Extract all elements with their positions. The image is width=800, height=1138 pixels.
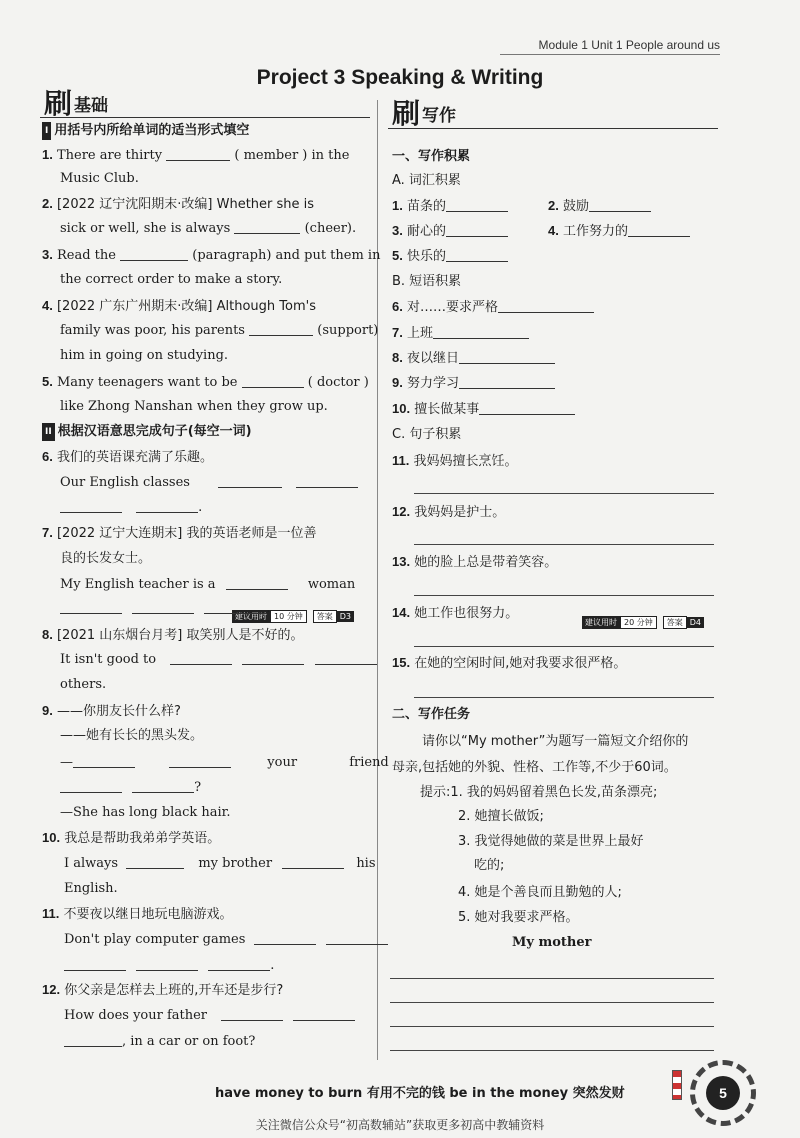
phrase-item: 8. 夜以继日 xyxy=(392,349,555,368)
question-text: Our English classes xyxy=(60,474,358,492)
question-6: 6. 我们的英语课充满了乐趣。 xyxy=(42,449,213,465)
answer-line[interactable] xyxy=(414,595,714,596)
task-text: 母亲,包括她的外貌、性格、工作等,不少于60词。 xyxy=(392,760,677,775)
vocab-item: 5. 快乐的 xyxy=(392,247,508,266)
answer-blank[interactable] xyxy=(446,199,508,212)
section-rule xyxy=(388,128,718,129)
question-text: My English teacher is a woman xyxy=(60,577,356,592)
answer-blank[interactable] xyxy=(254,932,316,945)
essay-title: My mother xyxy=(512,935,592,950)
section-name: 写作 xyxy=(422,106,457,126)
tip-text: 2. 她擅长做饭; xyxy=(458,809,544,824)
question-text: — your friend xyxy=(60,755,389,770)
answer-blank[interactable] xyxy=(293,1008,355,1021)
writing-section-header xyxy=(392,98,456,128)
answer-blank[interactable] xyxy=(315,652,377,665)
answer-line[interactable] xyxy=(414,493,714,494)
question-text: It isn't good to xyxy=(60,651,377,669)
question-11: 11. 不要夜以继日地玩电脑游戏。 xyxy=(42,906,233,922)
question-1: 1. There are thirty ( member ) in the xyxy=(42,147,350,163)
answer-blank[interactable] xyxy=(242,652,304,665)
vocab-item: 4. 工作努力的 xyxy=(548,222,690,241)
question-text: Music Club. xyxy=(60,171,139,186)
part-2-heading: II 根据汉语意思完成句子(每空一词) xyxy=(42,423,252,441)
answer-blank[interactable] xyxy=(498,300,594,313)
answer-blank[interactable] xyxy=(249,323,313,336)
question-text: 良的长发女士。 xyxy=(60,551,152,566)
phrase-item: 9. 努力学习 xyxy=(392,374,555,393)
sentence-item: 13. 她的脸上总是带着笑容。 xyxy=(392,554,558,570)
section-name: 基础 xyxy=(74,96,109,116)
sentence-item: 15. 在她的空闲时间,她对我要求很严格。 xyxy=(392,655,627,671)
answer-blank[interactable] xyxy=(479,402,575,415)
phrase-item: 7. 上班 xyxy=(392,324,529,343)
question-text: How does your father xyxy=(64,1007,355,1025)
question-text: —She has long black hair. xyxy=(60,805,231,820)
question-text: English. xyxy=(64,881,118,896)
page-number: 5 xyxy=(706,1076,740,1110)
vocabulary-heading: A. 词汇积累 xyxy=(392,173,461,188)
answer-blank[interactable] xyxy=(60,780,122,793)
answer-blank[interactable] xyxy=(459,351,555,364)
answer-blank[interactable] xyxy=(64,958,126,971)
basics-section-header xyxy=(44,88,108,118)
question-text: . xyxy=(64,957,274,975)
question-5: 5. Many teenagers want to be ( doctor ) xyxy=(42,374,369,390)
vocab-item: 1. 苗条的 xyxy=(392,197,508,216)
answer-blank[interactable] xyxy=(170,652,232,665)
answer-blank[interactable] xyxy=(226,577,288,590)
answer-blank[interactable] xyxy=(132,601,194,614)
promo-text: 关注微信公众号“初高数辅站”获取更多初高中教辅资料 xyxy=(255,1118,545,1132)
answer-blank[interactable] xyxy=(218,475,282,488)
question-text: ? xyxy=(60,779,201,797)
vocab-item: 2. 鼓励 xyxy=(548,197,651,216)
tip-text: 4. 她是个善良而且勤勉的人; xyxy=(458,885,622,900)
answer-blank[interactable] xyxy=(60,500,122,513)
essay-line[interactable] xyxy=(390,978,714,979)
answer-blank[interactable] xyxy=(60,601,122,614)
question-text: the correct order to make a story. xyxy=(60,272,283,287)
column-divider xyxy=(377,100,378,1060)
question-text: sick or well, she is always (cheer). xyxy=(60,221,357,236)
tip-text: 5. 她对我要求严格。 xyxy=(458,910,579,925)
answer-blank[interactable] xyxy=(136,958,198,971)
sentence-item: 12. 我妈妈是护士。 xyxy=(392,504,506,520)
answer-blank[interactable] xyxy=(242,375,304,388)
page-title: Project 3 Speaking & Writing xyxy=(256,66,544,89)
question-12: 12. 你父亲是怎样去上班的,开车还是步行? xyxy=(42,982,284,998)
phrase-item: 10. 擅长做某事 xyxy=(392,400,575,419)
question-text: Don't play computer games xyxy=(64,931,388,949)
time-answer-badge: 建议用时 20 分钟 答案 D4 xyxy=(582,108,704,1136)
answer-blank[interactable] xyxy=(73,755,135,768)
sentence-item: 14. 她工作也很努力。 xyxy=(392,605,519,621)
question-8: 8. [2021 山东烟台月考] 取笑别人是不好的。 xyxy=(42,627,304,643)
answer-blank[interactable] xyxy=(64,1034,122,1047)
question-7: 7. [2022 辽宁大连期末] 我的英语老师是一位善 xyxy=(42,525,317,541)
question-2: 2. [2022 辽宁沈阳期末·改编] Whether she is xyxy=(42,196,315,212)
time-answer-badge: 建议用时 10 分钟 答案 D3 xyxy=(232,96,354,1136)
essay-line[interactable] xyxy=(390,1002,714,1003)
sentence-item: 11. 我妈妈擅长烹饪。 xyxy=(392,453,518,469)
question-4: 4. [2022 广东广州期末·改编] Although Tom's xyxy=(42,298,316,314)
task-text: 请你以“My mother”为题写一篇短文介绍你的 xyxy=(422,734,689,749)
answer-blank[interactable] xyxy=(282,856,344,869)
writing-task-heading: 二、写作任务 xyxy=(392,707,471,722)
question-text: . xyxy=(60,499,202,517)
tip-text: 提示:1. 我的妈妈留着黑色长发,苗条漂亮; xyxy=(420,785,658,800)
answer-blank[interactable] xyxy=(132,780,194,793)
lighthouse-icon xyxy=(672,1070,682,1100)
answer-line[interactable] xyxy=(414,646,714,647)
answer-blank[interactable] xyxy=(221,1008,283,1021)
answer-line[interactable] xyxy=(414,697,714,698)
tip-text: 3. 我觉得她做的菜是世界上最好 xyxy=(458,834,644,849)
answer-blank[interactable] xyxy=(589,199,651,212)
answer-line[interactable] xyxy=(414,544,714,545)
answer-blank[interactable] xyxy=(166,148,230,161)
breadcrumb: Module 1 Unit 1 People around us xyxy=(538,38,720,52)
sentences-heading: C. 句子积累 xyxy=(392,427,462,442)
vocab-item: 3. 耐心的 xyxy=(392,222,508,241)
answer-blank[interactable] xyxy=(326,932,388,945)
writing-accumulation-heading: 一、写作积累 xyxy=(392,149,471,164)
answer-blank[interactable] xyxy=(120,248,188,261)
header-rule xyxy=(500,54,720,55)
answer-blank[interactable] xyxy=(296,475,358,488)
question-text: ——她有长长的黑头发。 xyxy=(60,728,204,743)
footer-idioms: have money to burn 有用不完的钱 be in the money 突然发财 xyxy=(215,1086,625,1101)
answer-blank[interactable] xyxy=(446,224,508,237)
question-9: 9. ——你朋友长什么样? xyxy=(42,703,181,719)
phrases-heading: B. 短语积累 xyxy=(392,274,462,289)
essay-line[interactable] xyxy=(390,1050,714,1051)
answer-blank[interactable] xyxy=(459,376,555,389)
question-text: I always my brother his xyxy=(64,856,376,871)
question-text: others. xyxy=(60,677,107,692)
answer-blank[interactable] xyxy=(208,958,270,971)
question-text: family was poor, his parents (support) xyxy=(60,323,379,338)
answer-blank[interactable] xyxy=(234,221,300,234)
shua-logo: 刷 xyxy=(44,87,73,120)
answer-blank[interactable] xyxy=(169,755,231,768)
section-rule xyxy=(40,117,370,118)
question-text: like Zhong Nanshan when they grow up. xyxy=(60,399,328,414)
tip-text: 吃的; xyxy=(474,858,505,873)
answer-blank[interactable] xyxy=(433,326,529,339)
answer-blank[interactable] xyxy=(446,249,508,262)
question-text: him in going on studying. xyxy=(60,348,229,363)
question-3: 3. Read the (paragraph) and put them in xyxy=(42,247,381,263)
answer-blank[interactable] xyxy=(136,500,198,513)
answer-blank[interactable] xyxy=(126,856,184,869)
question-10: 10. 我总是帮助我弟弟学英语。 xyxy=(42,830,221,846)
question-text: , in a car or on foot? xyxy=(64,1033,255,1051)
essay-line[interactable] xyxy=(390,1026,714,1027)
part-1-heading: I 用括号内所给单词的适当形式填空 xyxy=(42,122,249,140)
question-text: . xyxy=(60,600,270,618)
shua-logo: 刷 xyxy=(392,97,421,130)
answer-blank[interactable] xyxy=(628,224,690,237)
answer-blank[interactable] xyxy=(204,601,266,614)
phrase-item: 6. 对……要求严格 xyxy=(392,298,594,317)
